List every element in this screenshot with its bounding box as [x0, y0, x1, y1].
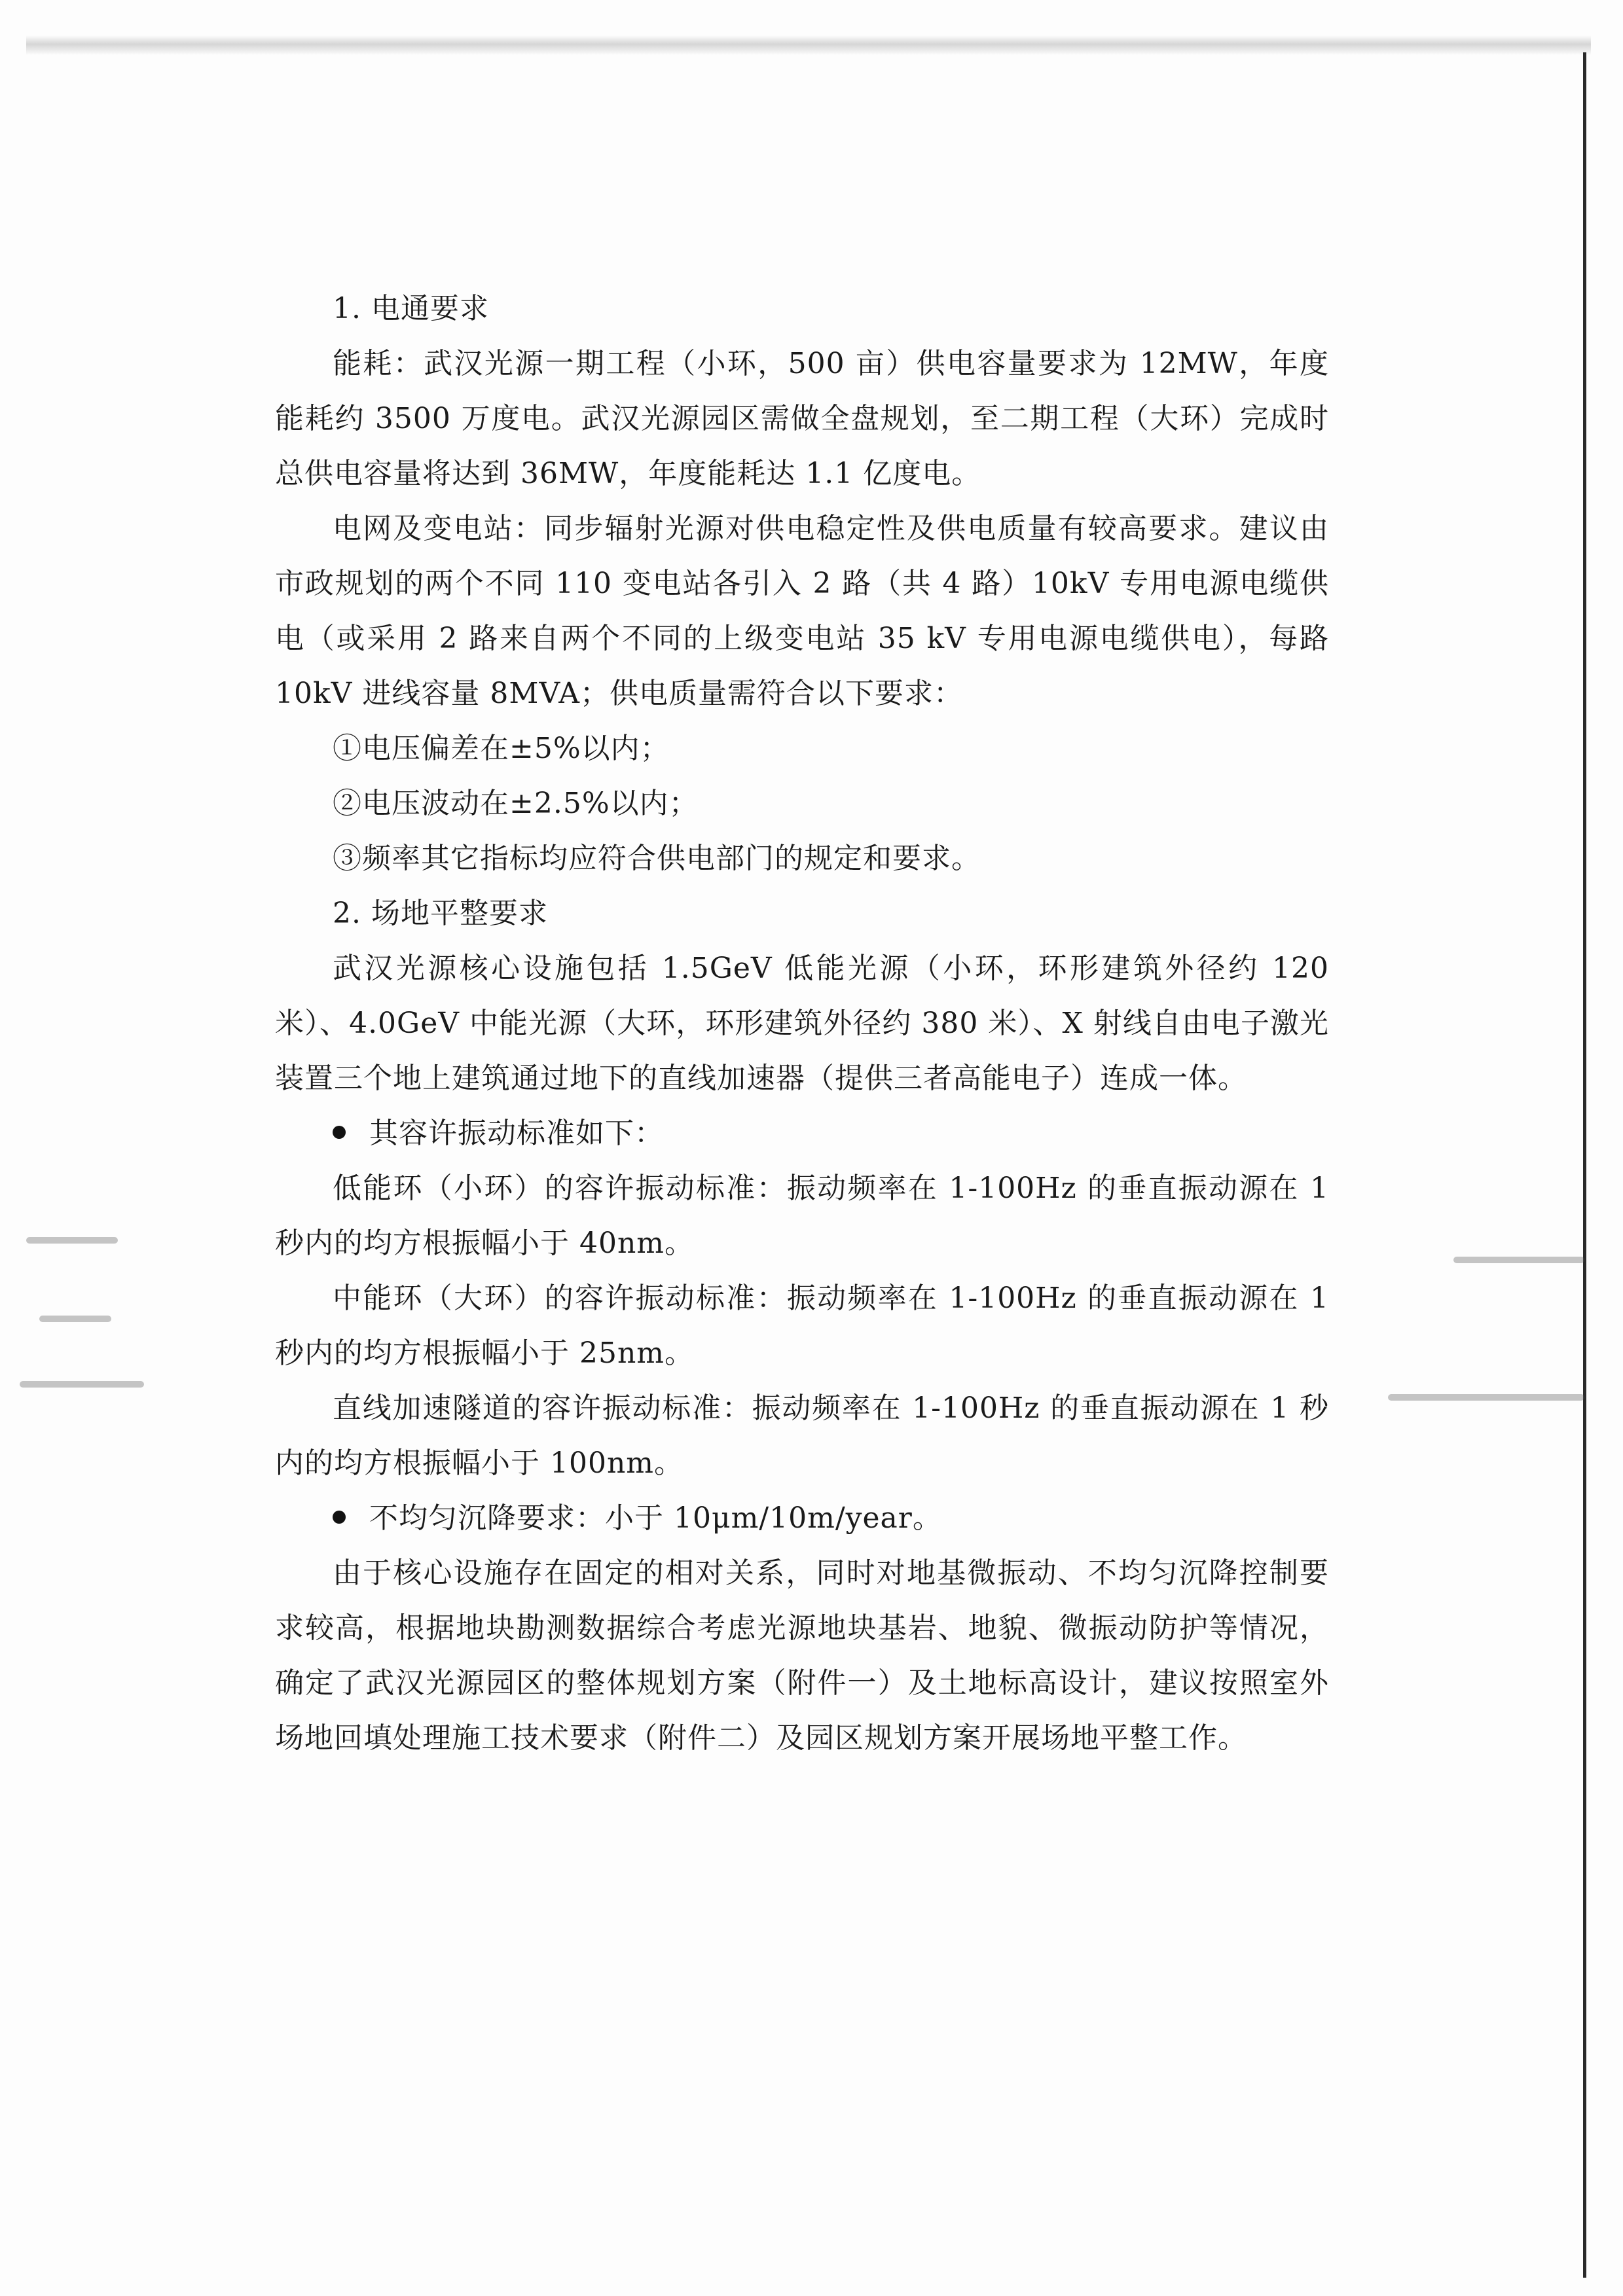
- scan-smudge: [20, 1381, 144, 1388]
- scan-smudge: [26, 1237, 118, 1244]
- section-heading-site-leveling: 2. 场地平整要求: [333, 897, 548, 930]
- bullet-dot-icon: [333, 1126, 346, 1139]
- paragraph-low-energy-ring: 低能环（小环）的容许振动标准：振动频率在 1-100Hz 的垂直振动源在 1 秒内的均方根振幅小于 40nm。: [275, 1172, 1329, 1260]
- bullet-settlement: [275, 1491, 1329, 1546]
- scan-smudge: [1388, 1394, 1584, 1401]
- paragraph-mid-energy-ring: 中能环（大环）的容许振动标准：振动频率在 1-100Hz 的垂直振动源在 1 秒内的均方根振幅小于 25nm。: [275, 1282, 1329, 1370]
- scan-smudge: [39, 1316, 111, 1322]
- section-heading-power: 1. 电通要求: [333, 292, 489, 325]
- paragraph-grid: 电网及变电站：同步辐射光源对供电稳定性及供电质量有较高要求。建议由市政规划的两个不同 110 变电站各引入 2 路（共 4 路）10kV 专用电源电缆供电（或采用 2 路来自两个不同的上级变电站 35 kV 专用电源电缆供电），每路 10kV 进线容量 8MVA；供电质量需符合以下要求：: [275, 512, 1329, 710]
- paragraph-core-facilities: 武汉光源核心设施包括 1.5GeV 低能光源（小环，环形建筑外径约 120 米）、4.0GeV 中能光源（大环，环形建筑外径约 380 米）、X 射线自由电子激光装置三个地上建筑通过地下的直线加速器（提供三者高能电子）连成一体。: [275, 952, 1329, 1095]
- bullet-dot-icon: [333, 1511, 346, 1524]
- scan-edge-right: [1583, 52, 1586, 2278]
- bullet-settlement-text: 不均匀沉降要求：小于 10μm/10m/year。: [369, 1501, 942, 1535]
- paragraph-linac-tunnel: 直线加速隧道的容许振动标准：振动频率在 1-100Hz 的垂直振动源在 1 秒内的均方根振幅小于 100nm。: [275, 1391, 1329, 1480]
- paragraph-closing: 由于核心设施存在固定的相对关系，同时对地基微振动、不均匀沉降控制要求较高，根据地块勘测数据综合考虑光源地块基岩、地貌、微振动防护等情况，确定了武汉光源园区的整体规划方案（附件一）及土地标高设计，建议按照室外场地回填处理施工技术要求（附件二）及园区规划方案开展场地平整工作。: [275, 1556, 1329, 1755]
- scan-smudge: [1453, 1257, 1584, 1263]
- bullet-vibration-text: 其容许振动标准如下：: [369, 1117, 664, 1150]
- paragraph-energy: 能耗：武汉光源一期工程（小环，500 亩）供电容量要求为 12MW，年度能耗约 3500 万度电。武汉光源园区需做全盘规划，至二期工程（大环）完成时总供电容量将达到 36MW，年度能耗达 1.1 亿度电。: [275, 347, 1329, 490]
- requirement-voltage-fluctuation: ②电压波动在±2.5%以内；: [333, 787, 699, 820]
- document-body: [275, 281, 1329, 1766]
- requirement-voltage-deviation: ①电压偏差在±5%以内；: [333, 732, 670, 765]
- scan-edge-top: [26, 35, 1591, 55]
- requirement-frequency: ③频率其它指标均应符合供电部门的规定和要求。: [333, 842, 981, 875]
- bullet-vibration-standard: [275, 1106, 1329, 1161]
